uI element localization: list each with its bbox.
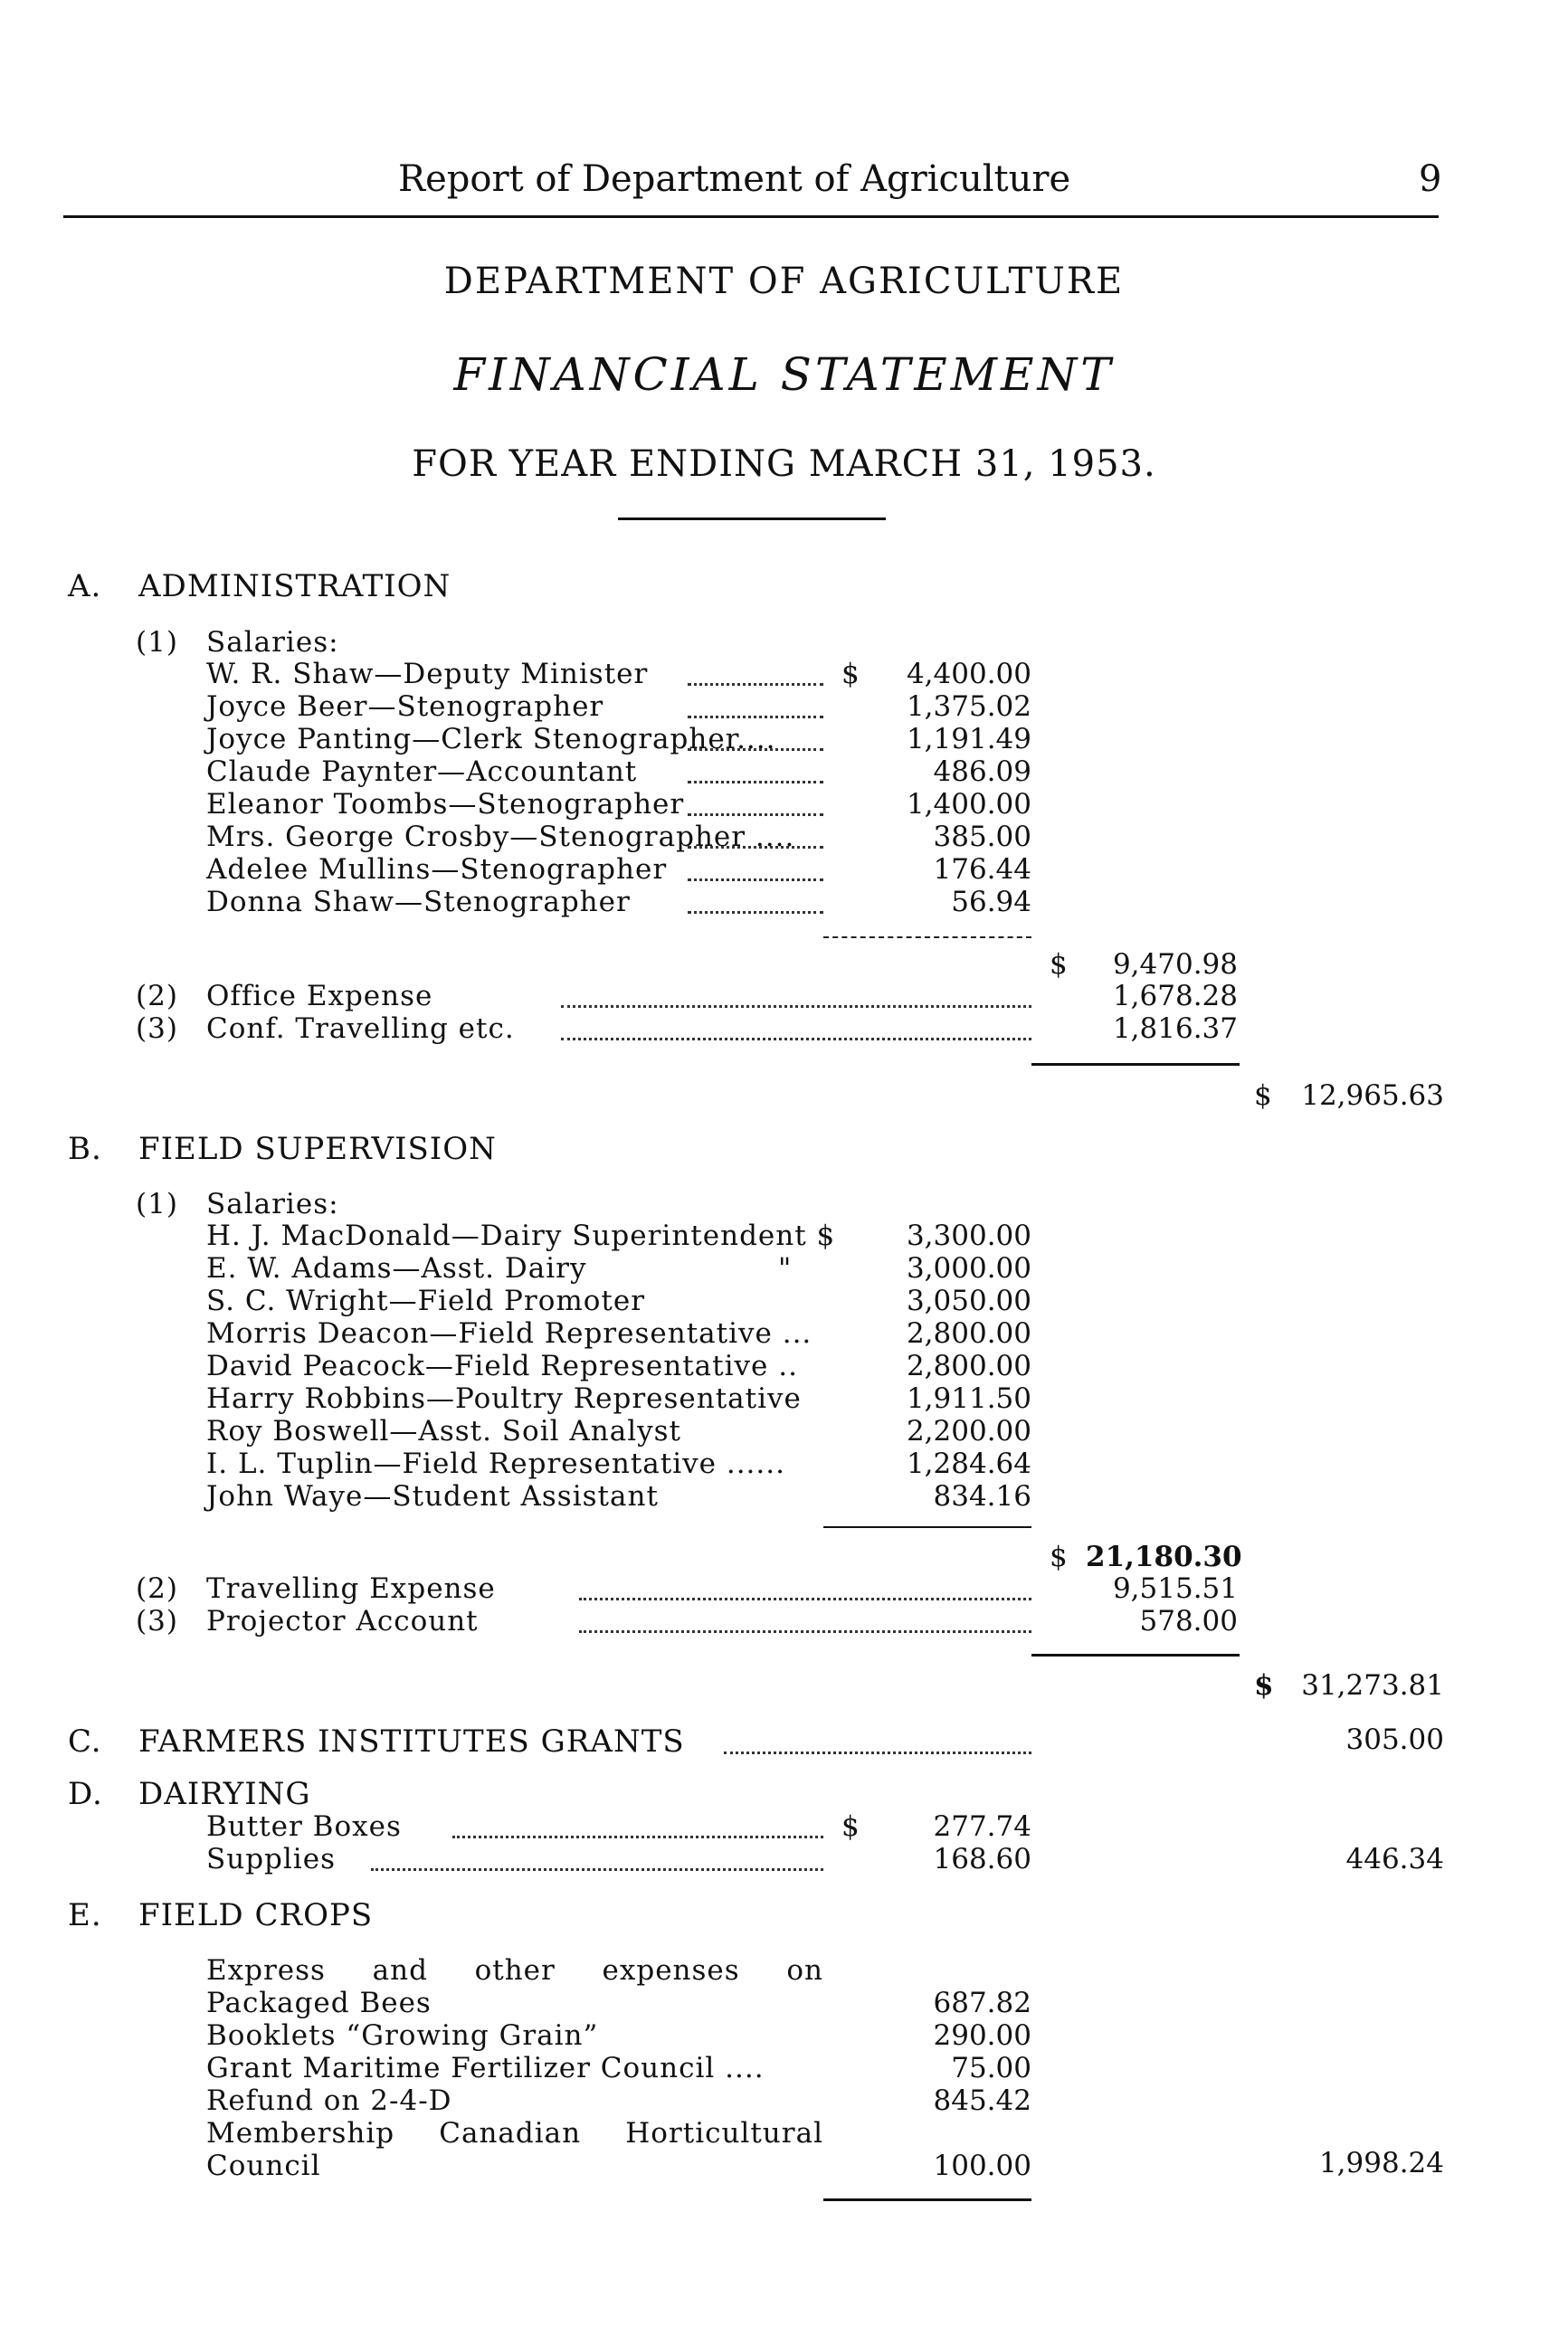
salary-name: Mrs. George Crosby—Stenographer .... xyxy=(206,821,795,853)
item-amount: 845.42 xyxy=(933,2084,1031,2117)
section-b-total: 31,273.81 xyxy=(1301,1669,1444,1702)
salary-name: Morris Deacon—Field Representative ... xyxy=(206,1317,813,1350)
item-label: Packaged Bees xyxy=(206,1987,432,2019)
section-b-salaries-rule xyxy=(823,1526,1031,1528)
section-d-heading: DAIRYING xyxy=(138,1776,311,1812)
dot-leader xyxy=(579,1598,1031,1600)
item-amount: 100.00 xyxy=(933,2150,1031,2182)
section-c-leader xyxy=(724,1752,1031,1754)
ditto-mark: " xyxy=(778,1252,793,1285)
salary-amount: 3,000.00 xyxy=(906,1252,1031,1285)
line-label: Projector Account xyxy=(206,1605,479,1638)
section-b-salaries-label: Salaries: xyxy=(206,1188,339,1220)
section-a-salaries-total: 9,470.98 xyxy=(1112,948,1238,981)
dot-leader xyxy=(561,1005,1031,1008)
section-c-total: 305.00 xyxy=(1345,1723,1444,1756)
salary-amount: 176.44 xyxy=(933,853,1031,886)
salary-name: I. L. Tuplin—Field Representative ...... xyxy=(206,1448,785,1480)
salary-name: W. R. Shaw—Deputy Minister xyxy=(206,658,649,690)
salary-name: Claude Paynter—Accountant xyxy=(206,755,638,788)
header-rule xyxy=(63,215,1439,218)
statement-title: FINANCIAL STATEMENT xyxy=(453,348,1115,401)
salary-amount: 1,400.00 xyxy=(906,788,1031,821)
salary-name: Adelee Mullins—Stenographer xyxy=(206,853,668,886)
item-amount: 687.82 xyxy=(933,1987,1031,2019)
line-amount: 9,515.51 xyxy=(1112,1572,1238,1605)
item-amount: 290.00 xyxy=(933,2019,1031,2052)
salary-amount: 4,400.00 xyxy=(906,658,1031,690)
section-b-letter: B. xyxy=(68,1131,102,1167)
salary-amount: 486.09 xyxy=(933,755,1031,788)
section-a-salaries-label: Salaries: xyxy=(206,626,339,659)
line-amount: 1,816.37 xyxy=(1112,1012,1238,1045)
section-e-rule xyxy=(823,2198,1031,2201)
salary-amount: 1,375.02 xyxy=(906,690,1031,723)
salary-name: Eleanor Toombs—Stenographer xyxy=(206,788,685,821)
section-d-total: 446.34 xyxy=(1345,1843,1444,1875)
dot-leader xyxy=(688,781,823,783)
department-title: DEPARTMENT OF AGRICULTURE xyxy=(443,261,1125,302)
dot-leader xyxy=(371,1868,823,1871)
salary-amount: 1,911.50 xyxy=(906,1382,1031,1415)
line-marker: (2) xyxy=(136,980,178,1012)
section-a-salaries-marker: (1) xyxy=(136,626,178,659)
section-b-total-sign: $ xyxy=(1254,1669,1275,1702)
salary-amount: 834.16 xyxy=(933,1480,1031,1513)
section-b-salaries-total: 21,180.30 xyxy=(1086,1541,1242,1573)
line-marker: (2) xyxy=(136,1572,178,1605)
item-label: Grant Maritime Fertilizer Council .... xyxy=(206,2052,765,2084)
item-label: Butter Boxes xyxy=(206,1810,402,1843)
item-label: Refund on 2-4-D xyxy=(206,2084,452,2117)
section-a-subtotal-rule xyxy=(1031,1063,1240,1066)
item-line: Membership Canadian Horticultural xyxy=(206,2117,823,2150)
salary-amount: 385.00 xyxy=(933,821,1031,853)
dot-leader xyxy=(688,813,823,816)
section-b-subtotal-rule xyxy=(1031,1654,1240,1657)
section-d-letter: D. xyxy=(68,1776,103,1812)
section-e-heading: FIELD CROPS xyxy=(138,1897,374,1933)
section-a-heading: ADMINISTRATION xyxy=(138,568,451,604)
salary-name: E. W. Adams—Asst. Dairy xyxy=(206,1252,587,1285)
section-e-letter: E. xyxy=(68,1897,102,1933)
title-rule xyxy=(618,517,886,520)
item-amount: 75.00 xyxy=(951,2052,1031,2084)
dot-leader xyxy=(688,683,823,686)
dot-leader xyxy=(688,846,823,849)
item-label: Booklets “Growing Grain” xyxy=(206,2019,599,2052)
section-b-salaries-total-sign: $ xyxy=(1050,1541,1069,1573)
salary-name: John Waye—Student Assistant xyxy=(206,1480,659,1513)
line-amount: 578.00 xyxy=(1139,1605,1238,1638)
page-number: 9 xyxy=(1419,158,1442,200)
section-a-total-sign: $ xyxy=(1254,1079,1273,1112)
item-amount: 168.60 xyxy=(933,1843,1031,1875)
line-label: Office Expense xyxy=(206,980,433,1012)
section-b-heading: FIELD SUPERVISION xyxy=(138,1131,497,1167)
section-e-total: 1,998.24 xyxy=(1318,2147,1444,2179)
salary-name: H. J. MacDonald—Dairy Superintendent $ xyxy=(206,1220,836,1252)
section-a-salaries-total-sign: $ xyxy=(1050,948,1069,981)
line-label: Conf. Travelling etc. xyxy=(206,1012,515,1045)
salary-amount: 2,200.00 xyxy=(906,1415,1031,1448)
dot-leader xyxy=(579,1630,1031,1633)
item-label: Council xyxy=(206,2150,321,2182)
section-a-salaries-rule xyxy=(823,936,1031,938)
section-c-heading: FARMERS INSTITUTES GRANTS xyxy=(138,1723,685,1760)
salary-amount: 3,300.00 xyxy=(906,1220,1031,1252)
dot-leader xyxy=(688,748,823,751)
dot-leader xyxy=(452,1836,823,1838)
salary-name: Roy Boswell—Asst. Soil Analyst xyxy=(206,1415,682,1448)
section-a-dollar-sign: $ xyxy=(841,658,860,690)
salary-amount: 2,800.00 xyxy=(906,1350,1031,1382)
salary-amount: 2,800.00 xyxy=(906,1317,1031,1350)
dot-leader xyxy=(688,911,823,914)
line-marker: (3) xyxy=(136,1605,178,1638)
dot-leader xyxy=(688,878,823,881)
salary-amount: 56.94 xyxy=(951,886,1031,918)
salary-name: David Peacock—Field Representative .. xyxy=(206,1350,798,1382)
section-d-dollar-sign: $ xyxy=(841,1810,860,1843)
salary-name: Donna Shaw—Stenographer xyxy=(206,886,631,918)
section-a-total: 12,965.63 xyxy=(1301,1079,1444,1112)
salary-name: Harry Robbins—Poultry Representative xyxy=(206,1382,802,1415)
section-a-letter: A. xyxy=(68,568,102,604)
section-b-salaries-marker: (1) xyxy=(136,1188,178,1220)
dot-leader xyxy=(561,1038,1031,1040)
line-marker: (3) xyxy=(136,1012,178,1045)
salary-amount: 1,284.64 xyxy=(906,1448,1031,1480)
running-title: Report of Department of Agriculture xyxy=(398,158,1071,200)
dot-leader xyxy=(688,716,823,718)
salary-amount: 3,050.00 xyxy=(906,1285,1031,1317)
salary-name: Joyce Panting—Clerk Stenographer.... xyxy=(206,723,776,755)
salary-name: S. C. Wright—Field Promoter xyxy=(206,1285,646,1317)
item-line: Express and other expenses on xyxy=(206,1954,823,1987)
item-amount: 277.74 xyxy=(933,1810,1031,1843)
section-c-letter: C. xyxy=(68,1723,102,1760)
period-title: FOR YEAR ENDING MARCH 31, 1953. xyxy=(412,443,1156,485)
salary-amount: 1,191.49 xyxy=(906,723,1031,755)
line-label: Travelling Expense xyxy=(206,1572,496,1605)
item-label: Supplies xyxy=(206,1843,336,1875)
line-amount: 1,678.28 xyxy=(1112,980,1238,1012)
salary-name: Joyce Beer—Stenographer xyxy=(206,690,604,723)
